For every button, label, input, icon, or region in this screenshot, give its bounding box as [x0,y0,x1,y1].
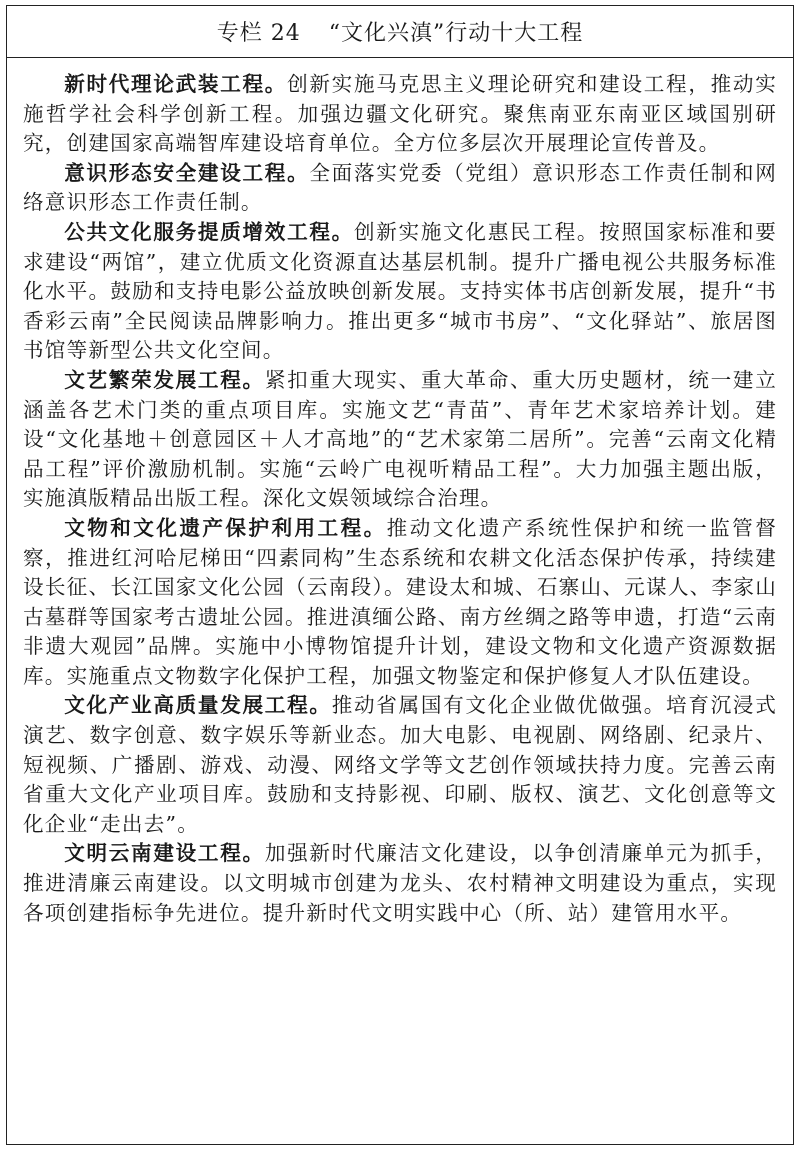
section-paragraph [23,691,777,839]
section-paragraph [23,366,777,514]
column-content [7,58,793,928]
section-paragraph [23,70,777,159]
section-body: 全面落实党委（党组）意识形态工作责任制和网络意识形态工作责任制。 [23,160,777,215]
section-body: 推动文化遗产系统性保护和统一监管督察，推进红河哈尼梯田“四素同构”生态系统和农耕文化活态保护传承，持续建设长征、长江国家文化公园（云南段）。建设太和城、石寨山、元谋人、李家山古墓群等国家考古遗址公园。推进滇缅公路、南方丝绸之路等申遗，打造“云南非遗大观园”品牌。实施中小博物馆提升计划，建设文物和文化遗产资源数据库。实施重点文物数字化保护工程，加强文物鉴定和保护修复人才队伍建设。 [23,515,777,688]
section-paragraph [23,514,777,692]
section-body: 创新实施文化惠民工程。按照国家标准和要求建设“两馆”，建立优质文化资源直达基层机制。提升广播电视公共服务标准化水平。鼓励和支持电影公益放映创新发展。支持实体书店创新发展，提升“书香彩云南”全民阅读品牌影响力。推出更多“城市书房”、“文化驿站”、旅居图书馆等新型公共文化空间。 [23,219,777,363]
section-heading: 文艺繁荣发展工程。 [64,367,265,392]
section-body: 创新实施马克思主义理论研究和建设工程，推动实施哲学社会科学创新工程。加强边疆文化研究。聚焦南亚东南亚区域国别研究，创建国家高端智库建设培育单位。全方位多层次开展理论宣传普及。 [23,72,777,156]
section-body: 推动省属国有文化企业做优做强。培育沉浸式演艺、数字创意、数字娱乐等新业态。加大电影、电视剧、网络剧、纪录片、短视频、广播剧、游戏、动漫、网络文学等文艺创作领域扶持力度。完善云南省重大文化产业项目库。鼓励和支持影视、印刷、版权、演艺、文化创意等文化企业“走出去”。 [23,693,778,836]
section-body: 紧扣重大现实、重大革命、重大历史题材，统一建立涵盖各艺术门类的重点项目库。实施文艺“青苗”、青年艺术家培养计划。建设“文化基地＋创意园区＋人才高地”的“艺术家第二居所”。完善“云南文化精品工程”评价激励机制。实施“云岭广电视听精品工程”。大力加强主题出版，实施滇版精品出版工程。深化文娱领域综合治理。 [23,367,777,511]
column-header [7,6,793,58]
section-heading: 文明云南建设工程。 [64,841,265,866]
section-paragraph [23,839,777,928]
column-number: 专栏 24 [216,21,301,46]
section-heading: 文物和文化遗产保护利用工程。 [64,515,387,540]
section-heading: 文化产业高质量发展工程。 [64,693,332,718]
section-heading: 公共文化服务提质增效工程。 [64,219,354,244]
section-paragraph [23,159,777,218]
column-box [6,5,794,1145]
section-heading: 意识形态安全建设工程。 [64,160,310,185]
section-body: 加强新时代廉洁文化建设，以争创清廉单元为抓手，推进清廉云南建设。以文明城市创建为龙头、农村精神文明建设为重点，实现各项创建指标争先进位。提升新时代文明实践中心（所、站）建管用水平。 [23,841,777,925]
section-heading: 新时代理论武装工程。 [64,72,288,96]
section-paragraph [23,218,777,366]
column-title: “文化兴滇”行动十大工程 [328,21,584,46]
